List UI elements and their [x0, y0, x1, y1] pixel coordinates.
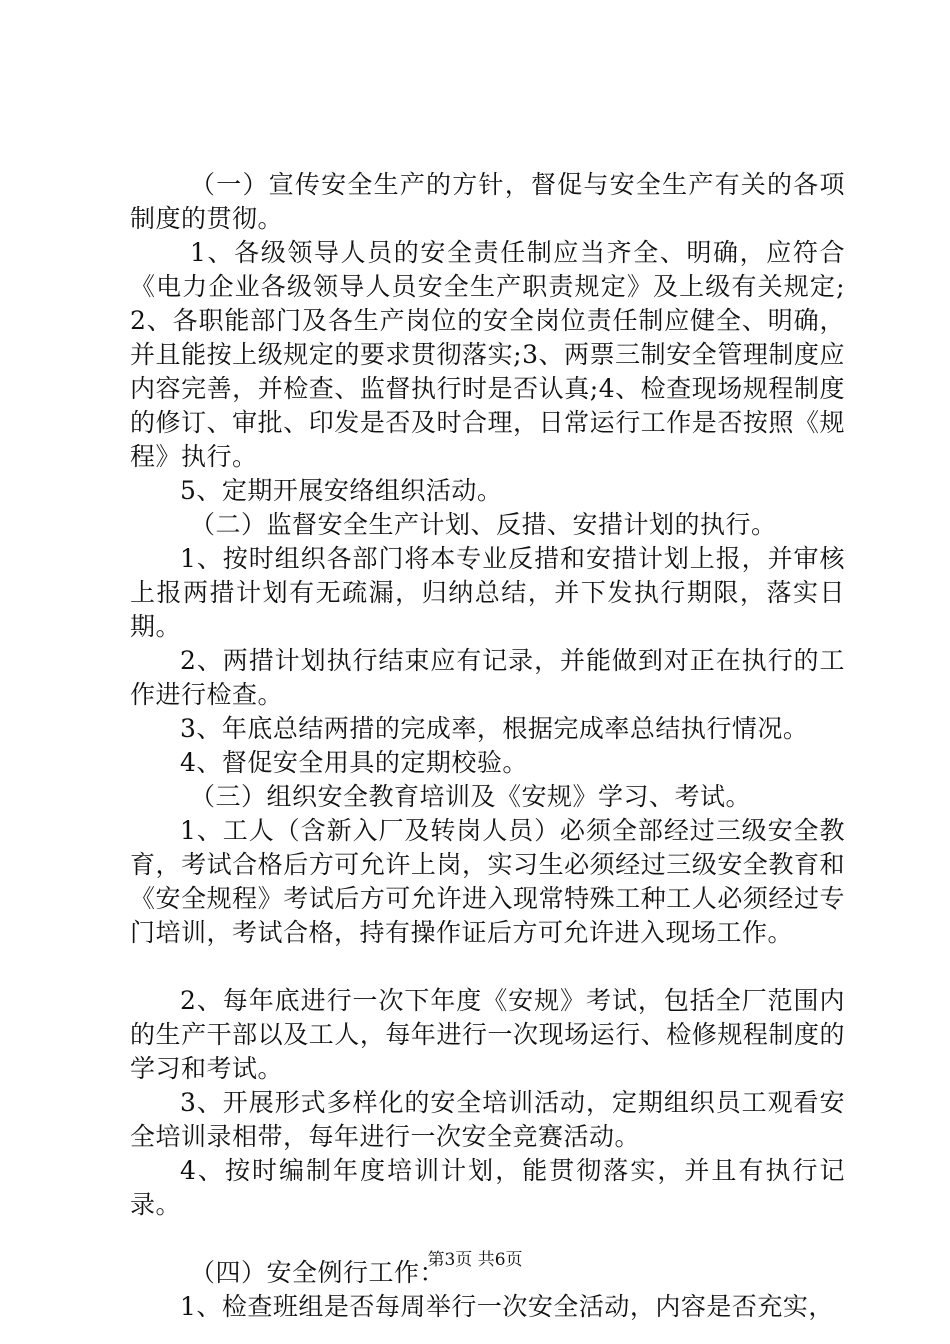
paragraph: 1、按时组织各部门将本专业反措和安措计划上报，并审核上报两措计划有无疏漏，归纳总结，并下发执行期限，落实日期。: [130, 544, 845, 641]
paragraph: 3、年底总结两措的完成率，根据完成率总结执行情况。: [180, 714, 809, 743]
paragraph: 4、督促安全用具的定期校验。: [180, 748, 528, 777]
section-heading-1: （一）宣传安全生产的方针，督促与安全生产有关的各项制度的贯彻。: [130, 170, 845, 233]
paragraph-gap: [130, 950, 845, 984]
paragraph: 3、开展形式多样化的安全培训活动，定期组织员工观看安全培训录相带，每年进行一次安全竞赛活动。: [130, 1088, 845, 1151]
paragraph: 4、按时编制年度培训计划，能贯彻落实，并且有执行记录。: [130, 1156, 845, 1219]
section-heading-4: （四）安全例行工作：: [190, 1258, 446, 1287]
paragraph: 1、各级领导人员的安全责任制应当齐全、明确，应符合《电力企业各级领导人员安全生产职责规定》及上级有关规定;2、各职能部门及各生产岗位的安全岗位责任制应健全、明确，并且能按上级规定的要求贯彻落实;3、两票三制安全管理制度应内容完善，并检查、监督执行时是否认真;4、检查现场规程制度的修订、审批、印发是否及时合理，日常运行工作是否按照《规程》执行。: [130, 238, 845, 471]
paragraph: 2、两措计划执行结束应有记录，并能做到对正在执行的工作进行检查。: [130, 646, 845, 709]
page-footer: 第3页 共6页: [427, 1250, 523, 1270]
document-body: [130, 168, 845, 1324]
section-heading-2: （二）监督安全生产计划、反措、安措计划的执行。: [190, 510, 777, 539]
paragraph: 1、检查班组是否每周举行一次安全活动，内容是否充实，: [180, 1292, 834, 1321]
paragraph: 1、工人（含新入厂及转岗人员）必须全部经过三级安全教育，考试合格后方可允许上岗，实习生必须经过三级安全教育和《安全规程》考试后方可允许进入现常特殊工种工人必须经过专门培训，考试合格，持有操作证后方可允许进入现场工作。: [130, 816, 845, 947]
paragraph: 5、定期开展安络组织活动。: [180, 476, 503, 505]
paragraph: 2、每年底进行一次下年度《安规》考试，包括全厂范围内的生产干部以及工人，每年进行一次现场运行、检修规程制度的学习和考试。: [130, 986, 845, 1083]
section-heading-3: （三）组织安全教育培训及《安规》学习、考试。: [190, 782, 752, 811]
